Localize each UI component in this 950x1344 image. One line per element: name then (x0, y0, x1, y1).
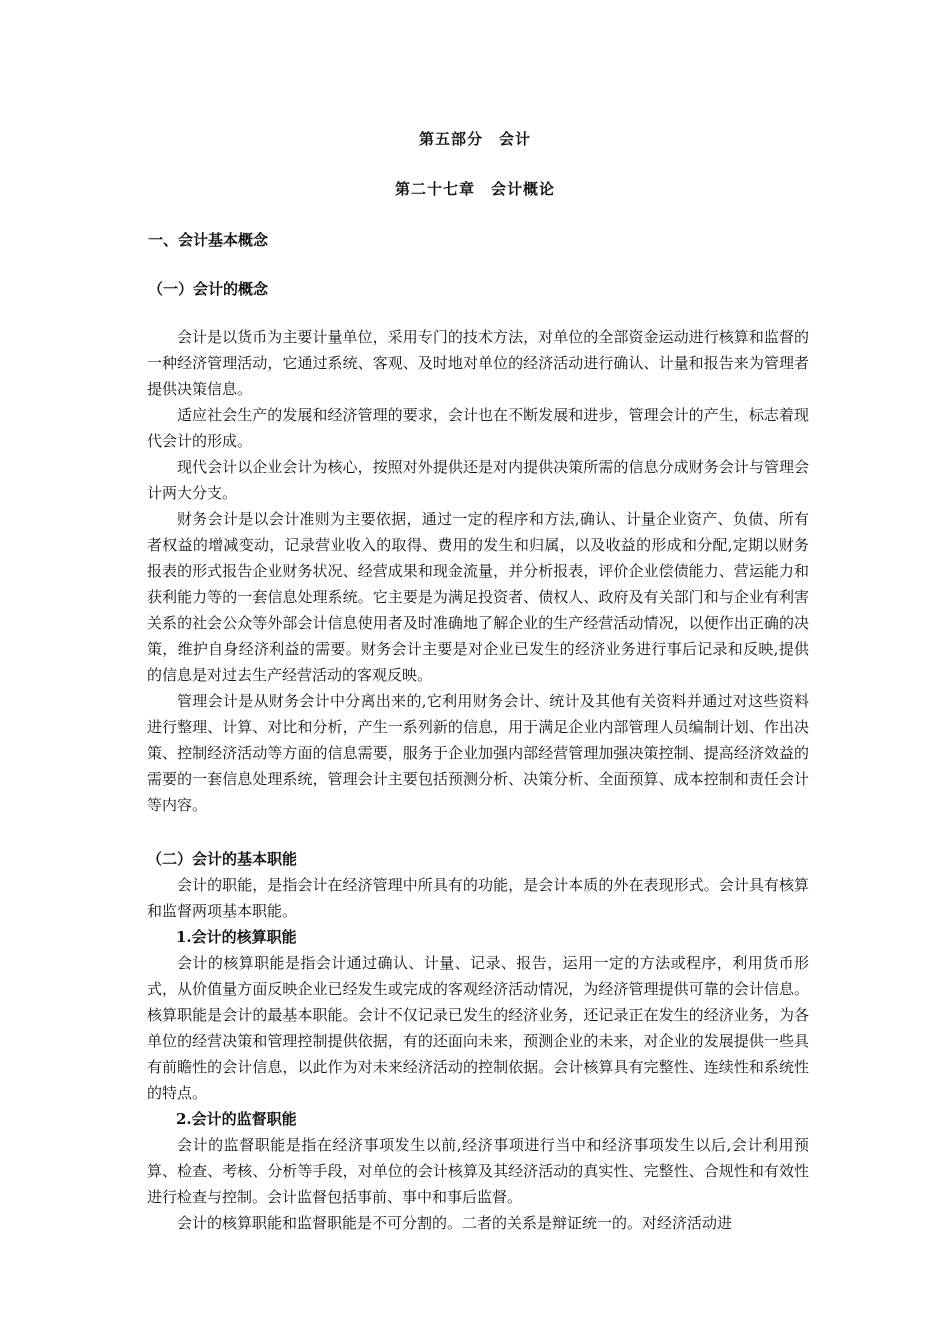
paragraph: 管理会计是从财务会计中分离出来的,它利用财务会计、统计及其他有关资料并通过对这些资料进行整理、计算、对比和分析，产生一系列新的信息，用于满足企业内部管理人员编制计划、作出决策、控制经济活动等方面的信息需要，服务于企业加强内部经营管理加强决策控制、提高经济效益的需要的一套信息处理系统，管理会计主要包括预测分析、决策分析、全面预算、成本控制和责任会计等内容。 (147, 692, 809, 814)
paragraph: 财务会计是以会计准则为主要依据，通过一定的程序和方法,确认、计量企业资产、负债、所有者权益的增减变动，记录营业收入的取得、费用的发生和归属，以及收益的形成和分配,定期以财务报表的形式报告企业财务状况、经营成果和现金流量，并分析报表，评价企业偿债能力、营运能力和获利能力等的一套信息处理系统。它主要是为满足投资者、债权人、政府及有关部门和与企业有利害关系的社会公众等外部会计信息使用者及时准确地了解企业的生产经营活动情况，以便作出正确的决策，维护自身经济利益的需要。财务会计主要是对企业已发生的经济业务进行事后记录和反映,提供的信息是对过去生产经营活动的客观反映。 (147, 510, 809, 684)
item-heading-accounting-function: 1.会计的核算职能 (176, 928, 297, 946)
functions-body (147, 846, 809, 1236)
section-heading-basic-concepts: 一、会计基本概念 (148, 231, 269, 249)
paragraph: 现代会计以企业会计为核心，按照对外提供还是对内提供决策所需的信息分成财务会计与管理会计两大分支。 (147, 458, 809, 502)
paragraph: 会计的核算职能是指会计通过确认、计量、记录、报告，运用一定的方法或程序，利用货币形式，从价值量方面反映企业已经发生或完成的客观经济活动情况，为经济管理提供可靠的会计信息。核算职能是会计的最基本职能。会计不仅记录已发生的经济业务，还记录正在发生的经济业务，为各单位的经营决策和管理控制提供依据，有的还面向未来，预测企业的未来，对企业的发展提供一些具有前瞻性的会计信息，以此作为对未来经济活动的控制依据。会计核算具有完整性、连续性和系统性的特点。 (147, 954, 809, 1102)
item-heading-supervision-function: 2.会计的监督职能 (176, 1110, 297, 1128)
concept-body (147, 324, 809, 818)
paragraph: 适应社会生产的发展和经济管理的要求，会计也在不断发展和进步，管理会计的产生，标志着现代会计的形成。 (147, 406, 809, 450)
paragraph: 会计的监督职能是指在经济事项发生以前,经济事项进行当中和经济事项发生以后,会计利用预算、检查、考核、分析等手段，对单位的会计核算及其经济活动的真实性、完整性、合规性和有效性进行检查与控制。会计监督包括事前、事中和事后监督。 (147, 1136, 809, 1206)
paragraph: 会计的核算职能和监督职能是不可分割的。二者的关系是辩证统一的。对经济活动进 (177, 1214, 733, 1232)
chapter-title: 第二十七章 会计概论 (394, 180, 555, 198)
subsection-heading-concept: （一）会计的概念 (148, 280, 269, 298)
paragraph: 会计的职能，是指会计在经济管理中所具有的功能，是会计本质的外在表现形式。会计具有核算和监督两项基本职能。 (147, 876, 809, 920)
part-title: 第五部分 会计 (418, 130, 531, 148)
paragraph: 会计是以货币为主要计量单位，采用专门的技术方法，对单位的全部资金运动进行核算和监督的一种经济管理活动，它通过系统、客观、及时地对单位的经济活动进行确认、计量和报告来为管理者提供决策信息。 (147, 328, 809, 398)
subsection-heading-functions: （二）会计的基本职能 (147, 850, 298, 868)
